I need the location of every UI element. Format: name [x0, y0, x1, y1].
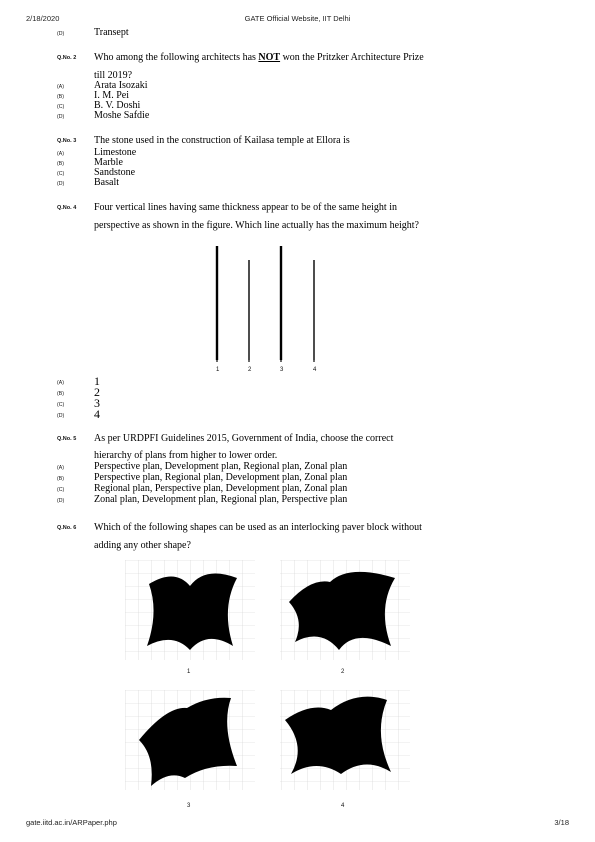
q5-option-d-text: Zonal plan, Development plan, Regional plan, Perspective plan — [94, 494, 348, 505]
q6-figure-label-1: 1 — [187, 669, 191, 675]
q1-option-d-label: (D) — [57, 31, 65, 37]
q2-option-b-label: (B) — [57, 94, 64, 100]
q3-number: Q.No. 3 — [57, 138, 77, 144]
q6-number: Q.No. 6 — [57, 525, 77, 531]
q3-option-d-text: Basalt — [94, 177, 119, 188]
footer-url: gate.iitd.ac.in/ARPaper.php — [26, 818, 117, 827]
q5-option-b-label: (B) — [57, 476, 64, 482]
q4-number: Q.No. 4 — [57, 205, 77, 211]
q4-figure-label-3: 3 — [280, 367, 284, 373]
q3-option-a-text: Limestone — [94, 147, 137, 158]
q5-option-c-label: (C) — [57, 487, 65, 493]
q3-option-b-label: (B) — [57, 161, 64, 167]
q2-option-a-text: Arata Isozaki — [94, 80, 148, 91]
q4-option-a-label: (A) — [57, 380, 64, 386]
q5-question-line2: hierarchy of plans from higher to lower order. — [94, 450, 278, 461]
q4-figure-label-4: 4 — [313, 367, 317, 373]
q2-text-emphasis: NOT — [258, 52, 281, 63]
q4-option-b-text: 2 — [94, 385, 100, 399]
q4-option-c-text: 3 — [94, 396, 100, 410]
q6-figure-label-4: 4 — [341, 803, 345, 809]
q4-line-1-base-dot — [216, 360, 218, 362]
q3-option-a-label: (A) — [57, 151, 64, 157]
q2-option-d-text: Moshe Safdie — [94, 110, 150, 121]
q3-option-c-label: (C) — [57, 171, 65, 177]
q6-shape-1-fill — [147, 574, 237, 651]
q6-figure-label-2: 2 — [341, 669, 345, 675]
q3-option-b-text: Marble — [94, 157, 123, 168]
q3-option-d-label: (D) — [57, 181, 65, 187]
q2-option-c-label: (C) — [57, 104, 65, 110]
q5-option-a-text: Perspective plan, Development plan, Regional plan, Zonal plan — [94, 461, 348, 472]
q3-option-c-text: Sandstone — [94, 167, 136, 178]
q2-option-c-text: B. V. Doshi — [94, 100, 141, 111]
q4-option-c-label: (C) — [57, 402, 65, 408]
q2-option-a-label: (A) — [57, 84, 64, 90]
q5-option-a-label: (A) — [57, 465, 64, 471]
q5-option-b-text: Perspective plan, Regional plan, Development plan, Zonal plan — [94, 472, 348, 483]
q6-shape-1 — [125, 560, 255, 660]
q6-question-line1: Which of the following shapes can be used as an interlocking paver block without — [94, 522, 422, 533]
q6-shape-4 — [280, 690, 410, 790]
q6-shape-2 — [280, 560, 410, 660]
page-number: 3/18 — [554, 818, 569, 827]
q1-option-d-text: Transept — [94, 27, 129, 38]
print-date: 2/18/2020 — [26, 14, 60, 23]
q4-vertical-lines-figure — [200, 238, 330, 378]
q3-question: The stone used in the construction of Kailasa temple at Ellora is — [94, 135, 350, 146]
q5-question-line1: As per URDPFI Guidelines 2015, Government of India, choose the correct — [94, 433, 394, 444]
q6-question-line2: adding any other shape? — [94, 540, 191, 551]
q6-shape-3 — [125, 690, 255, 790]
q4-question-line2: perspective as shown in the figure. Which line actually has the maximum height? — [94, 220, 419, 231]
q2-option-b-text: I. M. Pei — [94, 90, 129, 101]
q4-line-4-base-dot — [313, 360, 315, 362]
q5-option-c-text: Regional plan, Perspective plan, Development plan, Zonal plan — [94, 483, 348, 494]
q4-figure-label-1: 1 — [216, 367, 220, 373]
q4-line-3-base-dot — [280, 360, 282, 362]
q5-number: Q.No. 5 — [57, 436, 77, 442]
q2-question — [94, 52, 424, 63]
q2-option-d-label: (D) — [57, 114, 65, 120]
q4-option-b-label: (B) — [57, 391, 64, 397]
q6-paver-shapes-figure — [125, 560, 415, 810]
q4-question-line1: Four vertical lines having same thickness appear to be of the same height in — [94, 202, 397, 213]
q4-option-d-label: (D) — [57, 413, 65, 419]
q2-text-after: won the Pritzker Architecture Prize — [280, 52, 424, 63]
q2-number: Q.No. 2 — [57, 55, 77, 61]
page-header-title: GATE Official Website, IIT Delhi — [244, 14, 351, 23]
q4-line-2-base-dot — [248, 360, 250, 362]
q2-question-line2: till 2019? — [94, 70, 133, 81]
q4-figure-label-2: 2 — [248, 367, 252, 373]
q4-option-d-text: 4 — [94, 407, 100, 421]
q6-figure-label-3: 3 — [187, 803, 191, 809]
q2-text-before: Who among the following architects has — [94, 52, 259, 63]
q5-option-d-label: (D) — [57, 498, 65, 504]
q4-option-a-text: 1 — [94, 374, 100, 388]
